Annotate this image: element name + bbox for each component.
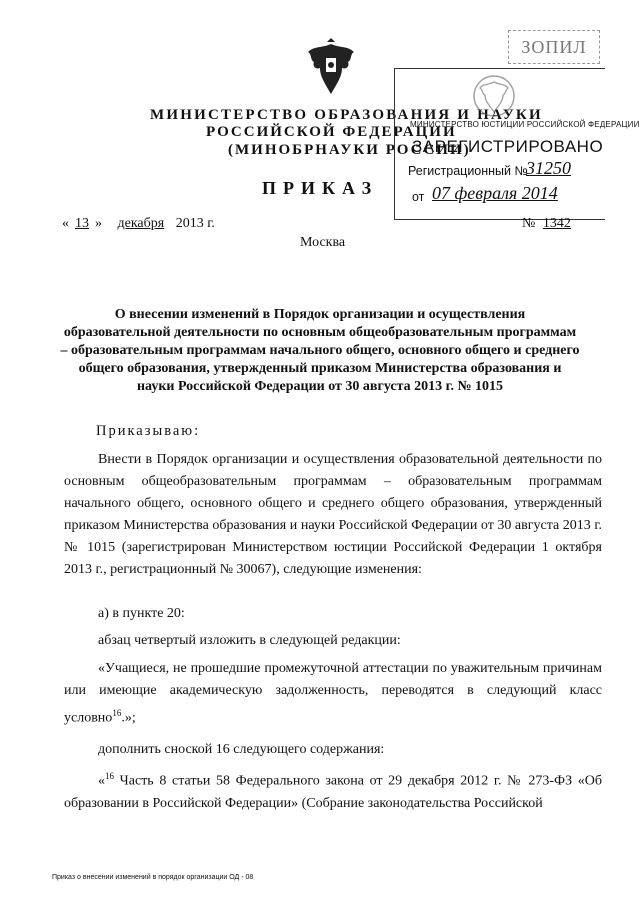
page-footer: Приказ о внесении изменений в порядок организации ОД - 08 — [52, 874, 254, 881]
footnote-ref-16: 16 — [112, 708, 122, 718]
date-block — [62, 216, 215, 232]
date-close-quote: » — [95, 216, 102, 231]
date-month: декабря — [117, 216, 165, 231]
body-paragraph-2: а) в пункте 20: — [98, 606, 185, 621]
ministry-abbreviation: (МИНОБРНАУКИ РОССИИ) — [228, 142, 471, 158]
stamp-registration-date: 07 февраля 2014 — [432, 183, 558, 203]
coat-of-arms-emblem — [300, 38, 362, 100]
body-paragraph-1: Внести в Порядок организации и осуществления образовательной деятельности по основным общеобразовательным программам – образовательным программам начального общего, основного общего и среднего общего образования, утвержденный приказом Министерства образования и науки Российской Федерации от 30 августа 2013 г. № 1015 (зарегистрирован Министерством юстиции Российской Федерации 1 октября 2013 г., регистрационный № 30067), следующие изменения: — [64, 452, 602, 577]
body-paragraph-5: дополнить сноской 16 следующего содержания: — [98, 742, 385, 757]
city: Москва — [300, 235, 346, 250]
body-paragraph-3: абзац четвертый изложить в следующей редакции: — [98, 633, 401, 648]
order-number: 1342 — [542, 216, 571, 231]
document-title: О внесении изменений в Порядок организации и осуществления образовательной деятельности по основным общеобразовательным программам – образовательным программам начального общего, основного общего и среднего общего образования, утвержденный приказом Министерства образования и науки Российской Федерации от 30 августа 2013 г. № 1015 — [60, 307, 580, 394]
order-number-label: № — [522, 216, 536, 231]
date-open-quote: « — [62, 216, 69, 231]
ministry-name-line1: МИНИСТЕРСТВО ОБРАЗОВАНИЯ И НАУКИ — [150, 107, 543, 123]
stamp-registration-number: 31250 — [526, 158, 571, 178]
order-number-block — [522, 216, 581, 232]
stamp-top-mark: ЗОПИЛ — [508, 30, 600, 64]
date-day: 13 — [75, 216, 89, 231]
paragraph-6-text: Часть 8 статьи 58 Федерального закона от 29 декабря 2012 г. № 273-ФЗ «Об образовании в Российской Федерации» (Собрание законодательства Российской — [64, 773, 602, 811]
paragraph-6-open-quote: « — [98, 773, 105, 789]
ministry-name-line2: РОССИЙСКОЙ ФЕДЕРАЦИИ — [206, 124, 457, 140]
body-paragraph-6 — [64, 765, 602, 815]
stamp-registration-label: Регистрационный № — [408, 164, 528, 178]
stamp-ministry-name: МИНИСТЕРСТВО ЮСТИЦИИ РОССИЙСКОЙ ФЕДЕРАЦИИ — [410, 120, 640, 129]
paragraph-4-end: .»; — [121, 710, 136, 726]
document-type-heading: ПРИКАЗ — [262, 178, 379, 198]
stamp-emblem-icon — [472, 74, 516, 118]
order-directive: Приказываю: — [96, 423, 201, 439]
paragraph-4-text: «Учащиеся, не прошедшие промежуточной аттестации по уважительным причинам или имеющие академическую задолженность, переводятся в следующий класс условно — [64, 661, 602, 726]
body-paragraph-4 — [64, 658, 602, 730]
date-year: 2013 г. — [175, 216, 215, 231]
stamp-from-label: от — [412, 190, 425, 204]
footnote-marker-16: 16 — [105, 771, 114, 781]
stamp-registered-label: ЗАРЕГИСТРИРОВАНО — [412, 137, 604, 156]
